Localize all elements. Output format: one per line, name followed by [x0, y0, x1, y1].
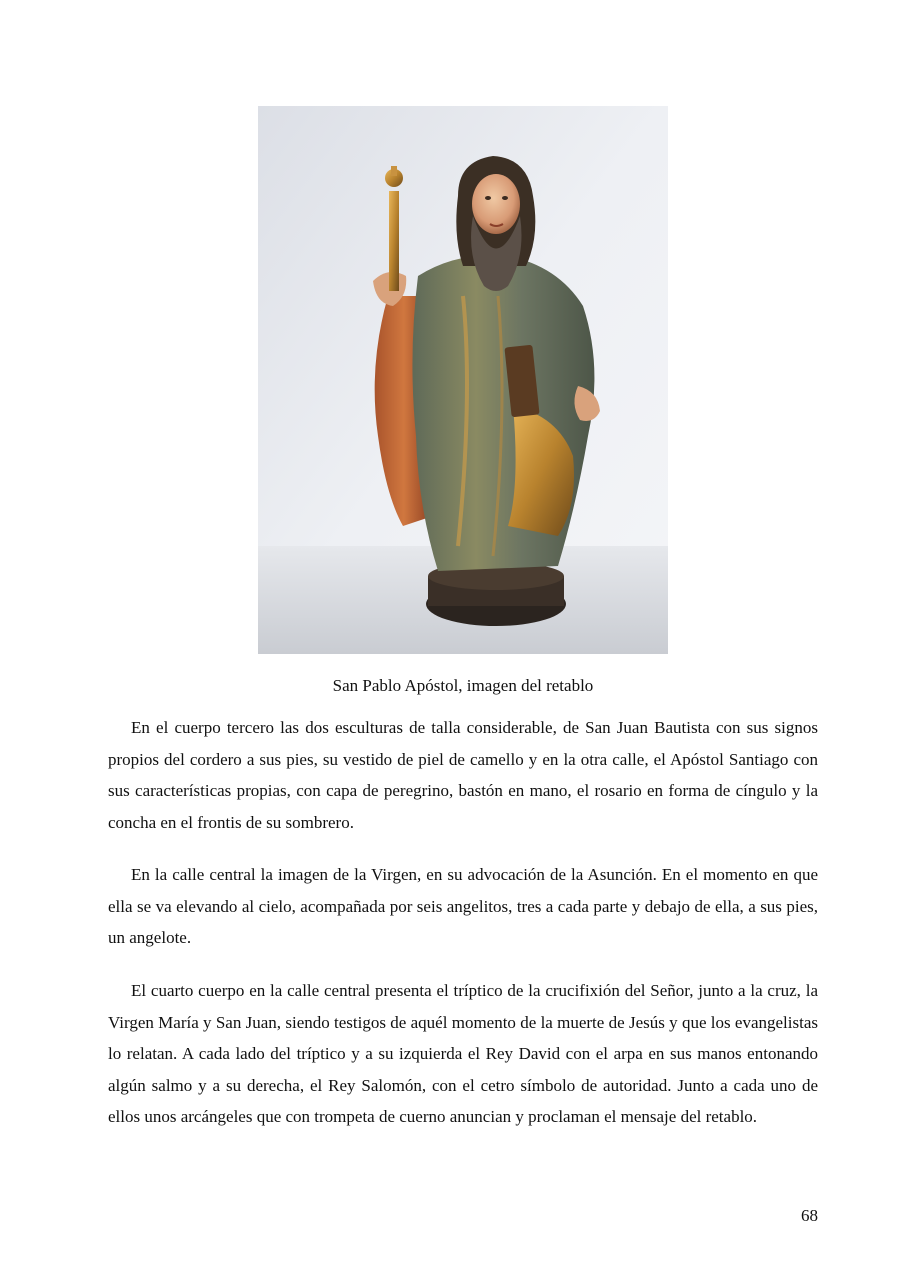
paragraph: El cuarto cuerpo en la calle central presenta el tríptico de la crucifixión del Señor, junto a la cruz, la Virgen María y San Juan, siendo testigos de aquél momento de la muerte de Jesús y que los evangelistas lo relatan. A cada lado del tríptico y a su izquierda el Rey David con el arpa en sus manos entonando algún salmo y a su derecha, el Rey Salomón, con el cetro símbolo de autoridad. Junto a cada uno de ellos unos arcángeles que con trompeta de cuerno anuncian y proclaman el mensaje del retablo.: [108, 981, 818, 1127]
paragraph: En la calle central la imagen de la Virgen, en su advocación de la Asunción. En el momento en que ella se va elevando al cielo, acompañada por seis angelitos, tres a cada parte y debajo de ella, a sus pies, un angelote.: [108, 865, 818, 948]
page-number: 68: [801, 1206, 818, 1225]
paragraph: En el cuerpo tercero las dos esculturas de talla considerable, de San Juan Bautista con sus signos propios del cordero a sus pies, su vestido de piel de camello y en la otra calle, el Apóstol Santiago con sus características propias, con capa de peregrino, bastón en mano, el rosario en forma de cíngulo y la concha en el frontis de su sombrero.: [108, 718, 818, 832]
saint-paul-statue-photo: [258, 106, 668, 654]
figure-caption: San Pablo Apóstol, imagen del retablo: [332, 676, 594, 695]
